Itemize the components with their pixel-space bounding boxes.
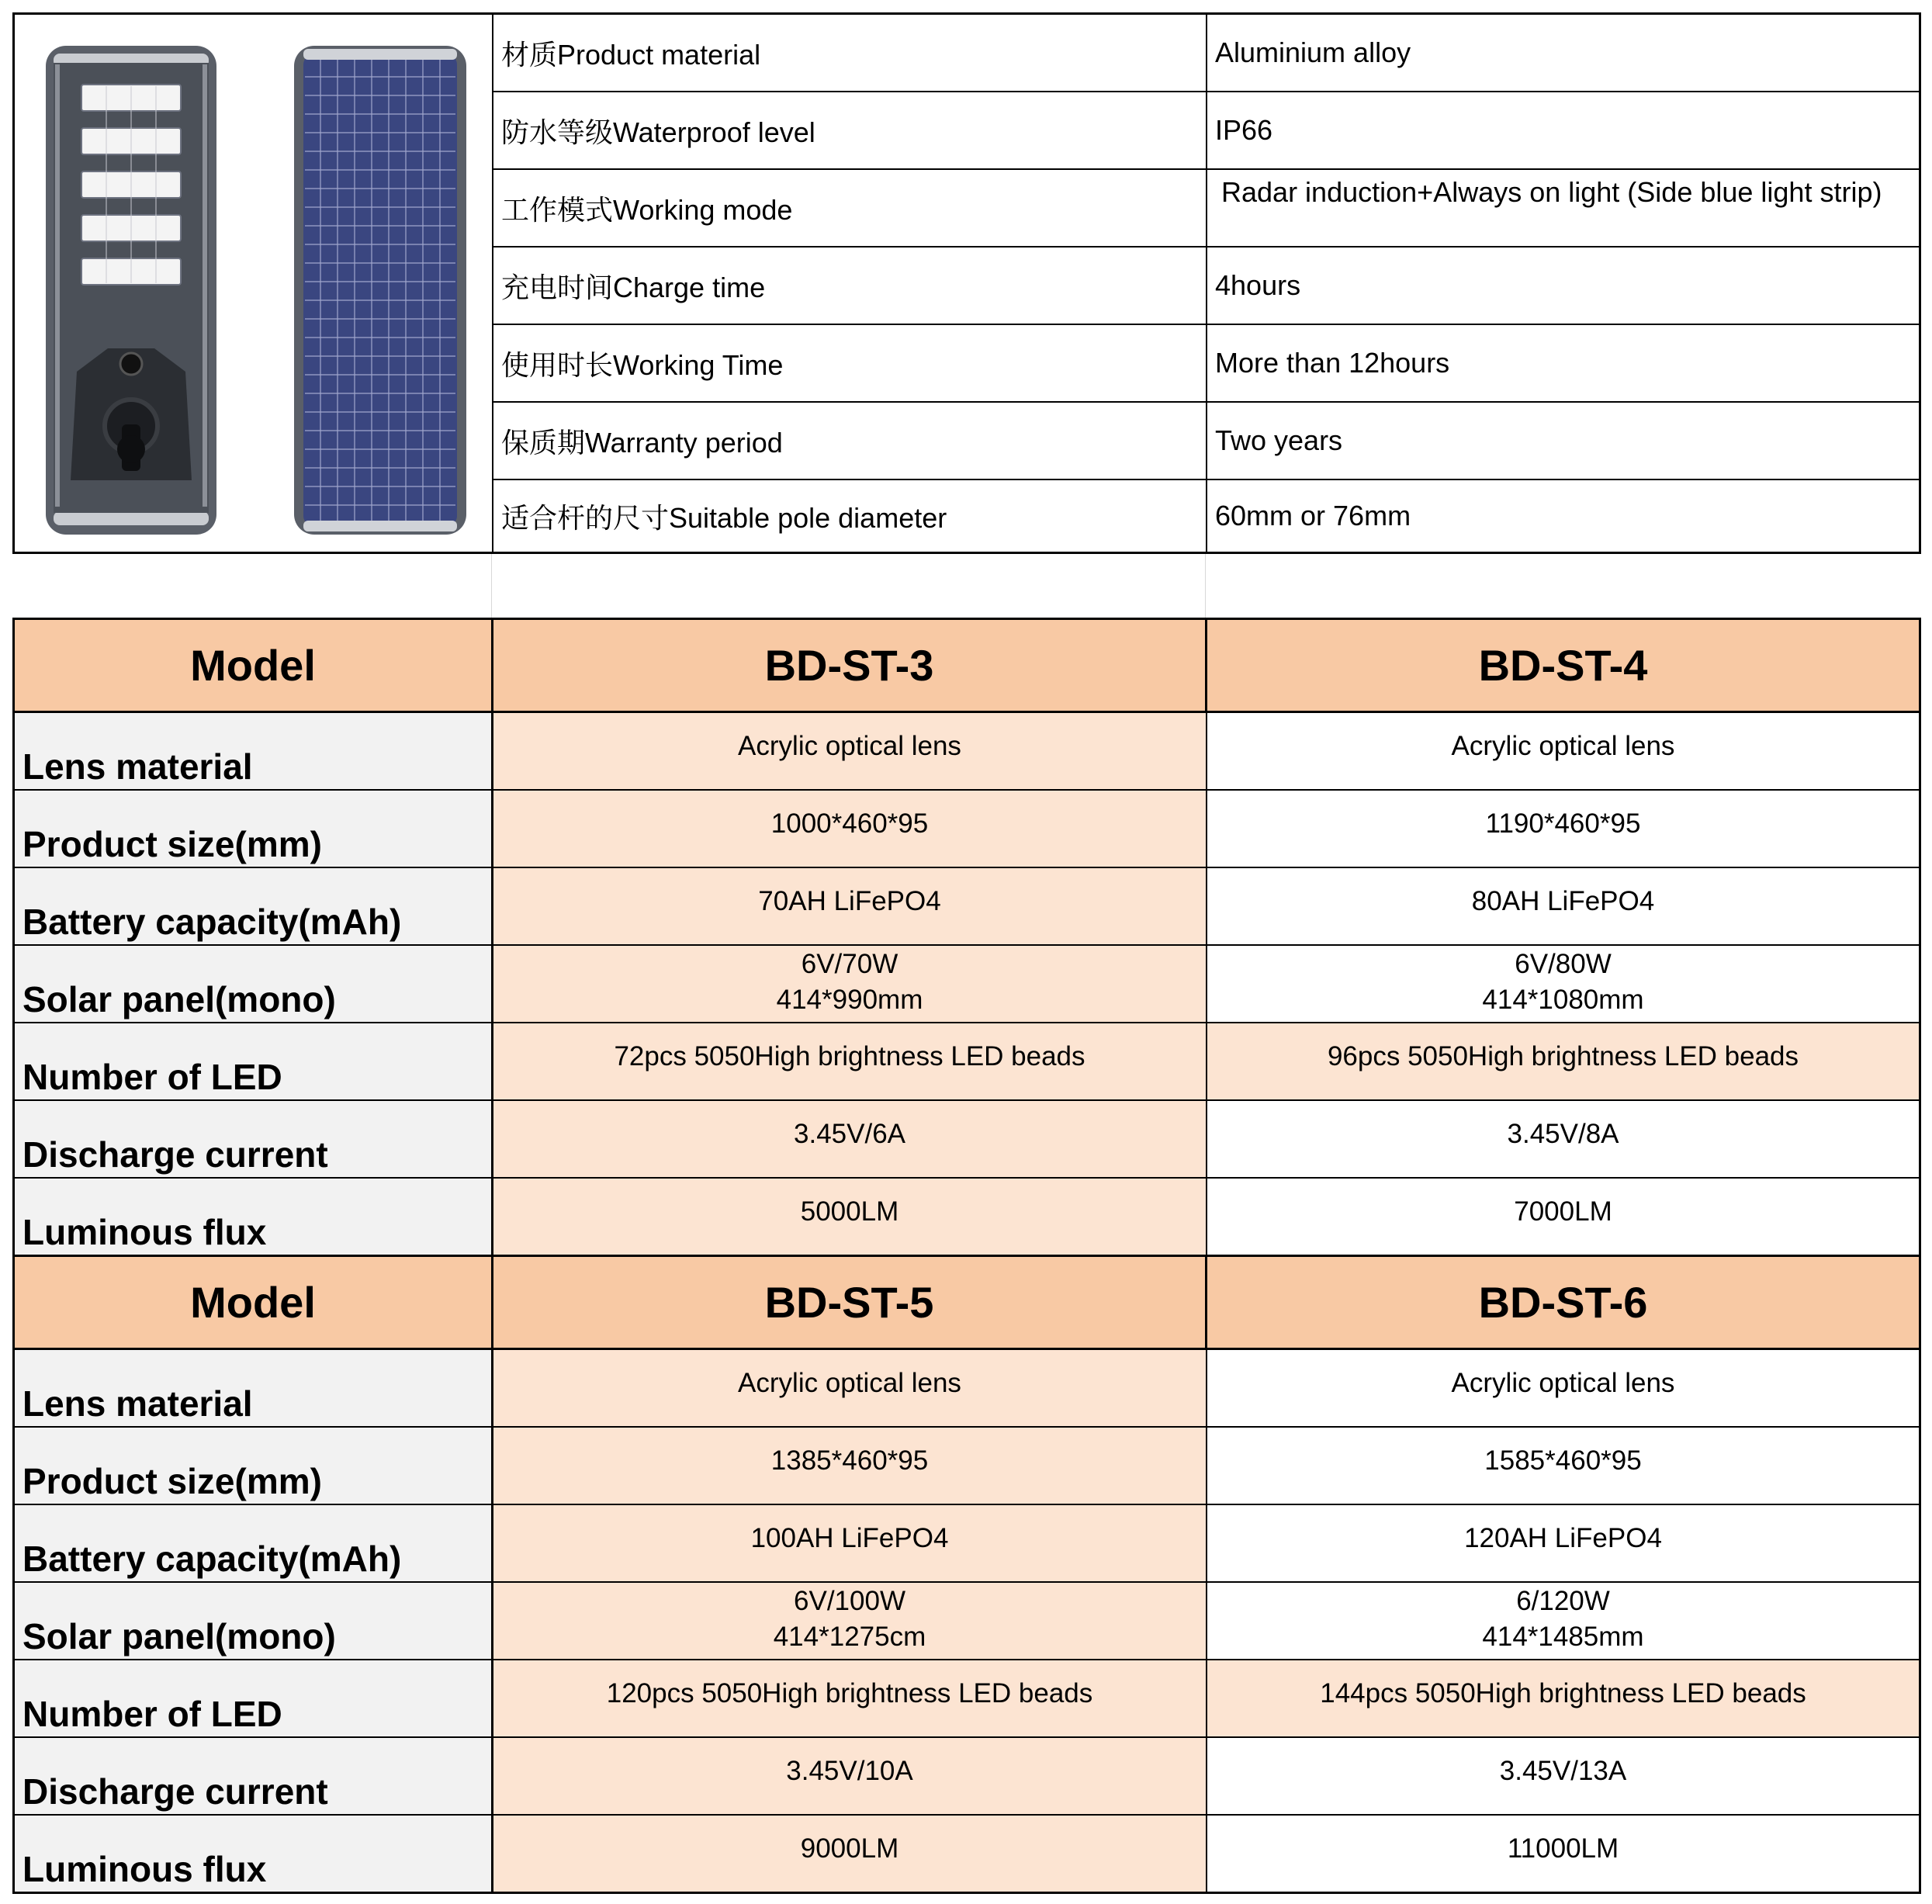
product-image-cell bbox=[15, 15, 493, 552]
cell-value: 9000LM bbox=[493, 1816, 1207, 1892]
cell-value bbox=[1207, 946, 1919, 1022]
general-spec-table bbox=[12, 12, 1921, 554]
model-table-1 bbox=[12, 618, 1921, 1257]
row-label: Lens material bbox=[15, 1350, 493, 1426]
cell-value: Acrylic optical lens bbox=[1207, 713, 1919, 789]
solar-power: 6/120W bbox=[1516, 1586, 1610, 1616]
row-label: Discharge current bbox=[15, 1738, 493, 1814]
table-row bbox=[15, 791, 1919, 868]
cell-value: 144pcs 5050High brightness LED beads bbox=[1207, 1660, 1919, 1736]
solar-dimensions: 414*990mm bbox=[776, 985, 923, 1015]
street-light-product-illustration bbox=[15, 15, 492, 550]
table-header-row bbox=[15, 620, 1919, 713]
cell-value: Acrylic optical lens bbox=[493, 713, 1207, 789]
table-row bbox=[15, 1583, 1919, 1660]
cell-value: 72pcs 5050High brightness LED beads bbox=[493, 1023, 1207, 1099]
row-label: Battery capacity(mAh) bbox=[15, 868, 493, 944]
solar-dimensions: 414*1275cm bbox=[773, 1622, 926, 1652]
row-label: Lens material bbox=[15, 713, 493, 789]
table-row bbox=[15, 713, 1919, 791]
solar-power: 6V/70W bbox=[801, 949, 898, 979]
cell-value: 3.45V/13A bbox=[1207, 1738, 1919, 1814]
spec-value: Radar induction+Always on light (Side blue light strip) bbox=[1221, 176, 1882, 208]
table-row bbox=[15, 868, 1919, 946]
cell-value: 5000LM bbox=[493, 1179, 1207, 1255]
cell-value: 1000*460*95 bbox=[493, 791, 1207, 867]
spec-row-material bbox=[493, 15, 1921, 92]
model-name: BD-ST-5 bbox=[493, 1257, 1207, 1348]
spec-label: 工作模式Working mode bbox=[493, 170, 1207, 246]
spec-label: 使用时长Working Time bbox=[493, 325, 1207, 401]
cell-value: 3.45V/10A bbox=[493, 1738, 1207, 1814]
model-header-label: Model bbox=[15, 620, 493, 711]
table-row bbox=[15, 1350, 1919, 1428]
solar-dimensions: 414*1080mm bbox=[1482, 985, 1644, 1015]
solar-dimensions: 414*1485mm bbox=[1482, 1622, 1644, 1652]
cell-value: 1585*460*95 bbox=[1207, 1428, 1919, 1504]
table-row bbox=[15, 1428, 1919, 1505]
cell-value bbox=[1207, 1583, 1919, 1659]
cell-value bbox=[493, 1583, 1207, 1659]
cell-value: Acrylic optical lens bbox=[1207, 1350, 1919, 1426]
spec-label: 防水等级Waterproof level bbox=[493, 92, 1207, 168]
lamp-front-view bbox=[46, 46, 216, 535]
model-table-2 bbox=[12, 1255, 1921, 1894]
spec-row-waterproof bbox=[493, 92, 1921, 170]
solar-power: 6V/80W bbox=[1515, 949, 1612, 979]
spec-row-warranty bbox=[493, 403, 1921, 480]
row-label: Product size(mm) bbox=[15, 791, 493, 867]
cell-value: 120pcs 5050High brightness LED beads bbox=[493, 1660, 1207, 1736]
row-label: Luminous flux bbox=[15, 1816, 493, 1892]
cell-value: 96pcs 5050High brightness LED beads bbox=[1207, 1023, 1919, 1099]
gridline bbox=[491, 554, 492, 618]
row-label: Luminous flux bbox=[15, 1179, 493, 1255]
row-label: Number of LED bbox=[15, 1660, 493, 1736]
spec-row-working-mode bbox=[493, 170, 1921, 248]
cell-value bbox=[493, 946, 1207, 1022]
gridline bbox=[1205, 554, 1206, 618]
row-label: Solar panel(mono) bbox=[15, 1583, 493, 1659]
table-row bbox=[15, 1738, 1919, 1816]
spec-label: 保质期Warranty period bbox=[493, 403, 1207, 479]
model-name: BD-ST-3 bbox=[493, 620, 1207, 711]
row-label: Product size(mm) bbox=[15, 1428, 493, 1504]
spec-value: Two years bbox=[1215, 424, 1343, 456]
table-row bbox=[15, 1101, 1919, 1179]
model-header-label: Model bbox=[15, 1257, 493, 1348]
table-header-row bbox=[15, 1257, 1919, 1350]
row-label: Number of LED bbox=[15, 1023, 493, 1099]
spec-value: 4hours bbox=[1215, 269, 1301, 301]
cell-value: 7000LM bbox=[1207, 1179, 1919, 1255]
table-row bbox=[15, 946, 1919, 1023]
model-name: BD-ST-6 bbox=[1207, 1257, 1919, 1348]
cell-value: 3.45V/6A bbox=[493, 1101, 1207, 1177]
row-label: Battery capacity(mAh) bbox=[15, 1505, 493, 1581]
spec-row-working-time bbox=[493, 325, 1921, 403]
cell-value: 1190*460*95 bbox=[1207, 791, 1919, 867]
cell-value: 100AH LiFePO4 bbox=[493, 1505, 1207, 1581]
spec-label: 适合杆的尺寸Suitable pole diameter bbox=[493, 480, 1207, 552]
spec-row-pole-diameter bbox=[493, 480, 1921, 552]
table-row bbox=[15, 1816, 1919, 1892]
spec-value: IP66 bbox=[1215, 114, 1273, 146]
cell-value: 70AH LiFePO4 bbox=[493, 868, 1207, 944]
spec-value: More than 12hours bbox=[1215, 347, 1450, 379]
cell-value: 120AH LiFePO4 bbox=[1207, 1505, 1919, 1581]
row-label: Solar panel(mono) bbox=[15, 946, 493, 1022]
cell-value: 1385*460*95 bbox=[493, 1428, 1207, 1504]
cell-value: 11000LM bbox=[1207, 1816, 1919, 1892]
cell-value: 3.45V/8A bbox=[1207, 1101, 1919, 1177]
cell-value: 80AH LiFePO4 bbox=[1207, 868, 1919, 944]
spec-label: 充电时间Charge time bbox=[493, 248, 1207, 324]
table-row bbox=[15, 1505, 1919, 1583]
cell-value: Acrylic optical lens bbox=[493, 1350, 1207, 1426]
solar-power: 6V/100W bbox=[794, 1586, 905, 1616]
spec-label: 材质Product material bbox=[493, 15, 1207, 91]
solar-panel-back-view bbox=[294, 46, 466, 535]
row-label: Discharge current bbox=[15, 1101, 493, 1177]
spec-row-charge-time bbox=[493, 248, 1921, 325]
table-row bbox=[15, 1660, 1919, 1738]
spec-value: Aluminium alloy bbox=[1215, 36, 1411, 68]
spec-value: 60mm or 76mm bbox=[1215, 500, 1411, 531]
table-row bbox=[15, 1179, 1919, 1255]
model-name: BD-ST-4 bbox=[1207, 620, 1919, 711]
table-row bbox=[15, 1023, 1919, 1101]
